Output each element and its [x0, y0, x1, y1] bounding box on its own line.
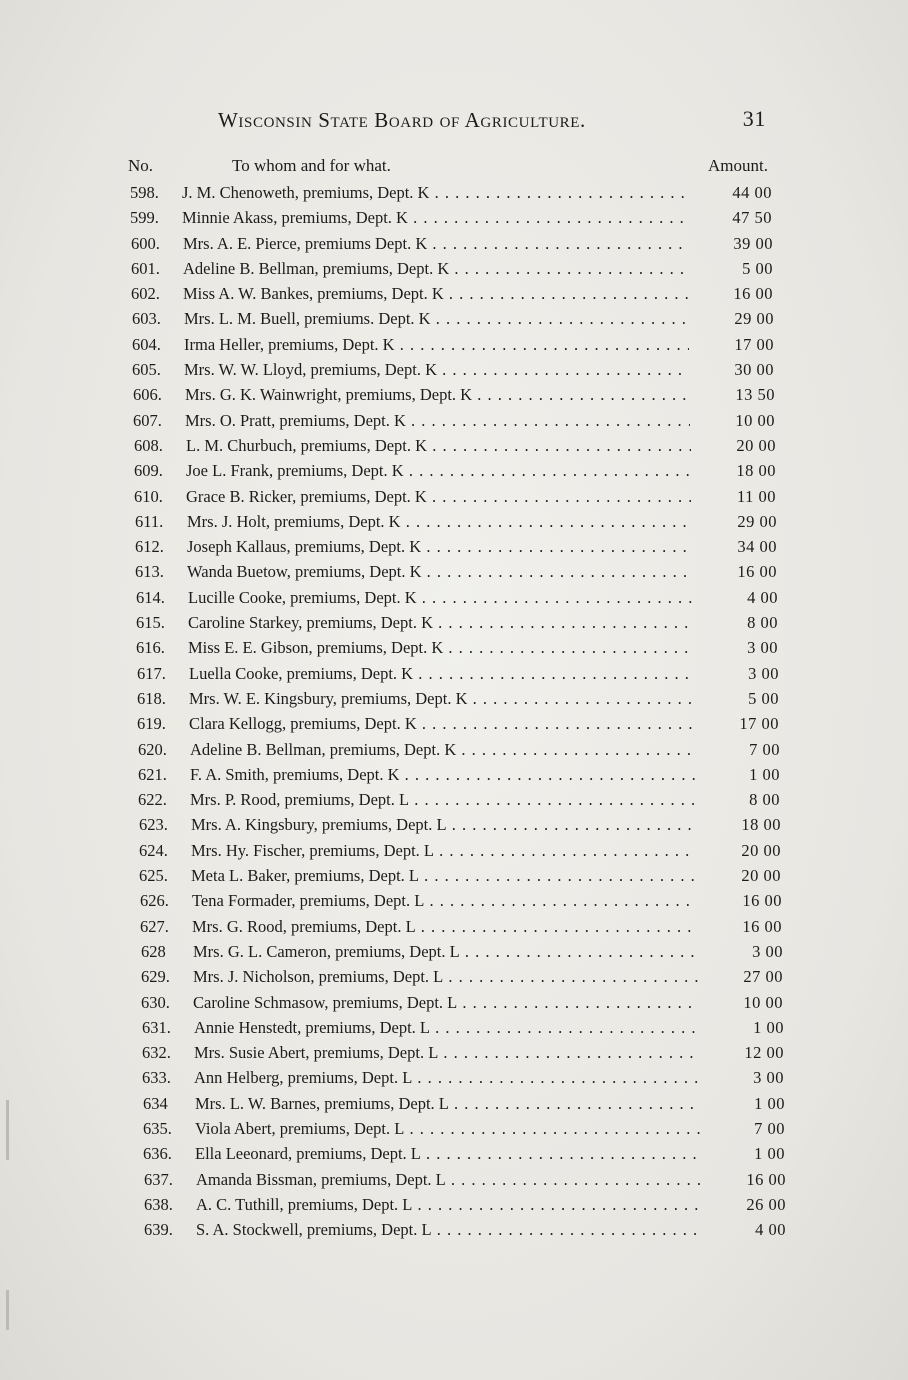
- entry-number: 625.: [139, 866, 168, 886]
- entry-amount: 3 00: [748, 663, 779, 683]
- entry-number: 636.: [143, 1144, 172, 1164]
- ledger-row: [4, 484, 908, 509]
- entry-number: 609.: [134, 461, 163, 481]
- entry-number: 602.: [131, 284, 160, 304]
- entry-amount: 5 00: [748, 688, 779, 708]
- entry-number: 638.: [144, 1194, 173, 1214]
- ledger-row: [14, 1192, 908, 1217]
- entry-number: 603.: [132, 309, 161, 329]
- ledger-row: [2, 357, 908, 382]
- ledger-row: [3, 382, 908, 407]
- entry-number: 634: [143, 1093, 168, 1113]
- entry-number: 604.: [132, 334, 161, 354]
- ledger-row: [13, 1091, 908, 1116]
- ledger-row: [12, 1015, 908, 1040]
- ledger-row: [8, 737, 908, 762]
- entry-amount: 5 00: [742, 258, 773, 278]
- entry-description: Meta L. Baker, premiums, Dept. L . . .: [191, 863, 696, 888]
- ledger-row: [14, 1217, 908, 1242]
- ledger-row: [6, 585, 908, 610]
- entry-description: Luella Cooke, premiums, Dept. K . . .: [189, 661, 694, 686]
- entry-number: 614.: [136, 587, 165, 607]
- entry-description: Mrs. L. M. Buell, premiums. Dept. K . . .: [184, 306, 689, 331]
- entry-number: 616.: [136, 638, 165, 658]
- entry-amount: 34 00: [737, 537, 777, 557]
- entry-description: Mrs. A. E. Pierce, premiums Dept. K . . .: [183, 231, 688, 256]
- entry-description: Mrs. L. W. Barnes, premiums, Dept. L . . .: [195, 1091, 700, 1116]
- ledger-row: [8, 787, 908, 812]
- entry-number: 611.: [135, 511, 164, 531]
- ledger-row: [1, 281, 908, 306]
- entry-description: Joe L. Frank, premiums, Dept. K . . .: [186, 458, 691, 483]
- ledger-row: [0, 205, 908, 230]
- ledger-row: [5, 534, 908, 559]
- entry-description: Grace B. Ricker, premiums, Dept. K . . .: [186, 484, 691, 509]
- entry-number: 631.: [142, 1017, 171, 1037]
- ledger-row: [11, 964, 908, 989]
- entry-amount: 29 00: [734, 309, 774, 329]
- ledger-row: [1, 231, 908, 256]
- entry-amount: 16 00: [733, 284, 773, 304]
- ledger-row: [12, 1065, 908, 1090]
- entry-number: 606.: [133, 385, 162, 405]
- entry-description: Caroline Schmasow, premiums, Dept. L . . .: [193, 990, 698, 1015]
- entry-number: 627.: [140, 916, 169, 936]
- ledger-row: [14, 1167, 908, 1192]
- entry-amount: 1 00: [754, 1093, 785, 1113]
- entry-number: 615.: [136, 613, 165, 633]
- entry-number: 624.: [139, 840, 168, 860]
- column-header-amount: Amount.: [708, 156, 768, 175]
- entry-number: 621.: [138, 764, 167, 784]
- entry-amount: 10 00: [743, 992, 783, 1012]
- entry-number: 635.: [143, 1118, 172, 1138]
- entry-amount: 18 00: [741, 815, 781, 835]
- entry-number: 626.: [140, 891, 169, 911]
- entry-amount: 17 00: [734, 334, 774, 354]
- entry-amount: 3 00: [752, 941, 783, 961]
- entry-amount: 18 00: [736, 461, 776, 481]
- entry-description: Mrs. Susie Abert, premiums, Dept. L . . .: [194, 1040, 699, 1065]
- entry-amount: 29 00: [737, 511, 777, 531]
- entry-description: J. M. Chenoweth, premiums, Dept. K . . .: [182, 180, 687, 205]
- entry-description: Joseph Kallaus, premiums, Dept. K . . .: [187, 534, 692, 559]
- entry-number: 623.: [139, 815, 168, 835]
- entry-description: Mrs. O. Pratt, premiums, Dept. K . . .: [185, 408, 690, 433]
- entry-number: 612.: [135, 537, 164, 557]
- running-header: [218, 108, 766, 133]
- entry-number: 639.: [144, 1220, 173, 1240]
- entry-description: L. M. Churbuch, premiums, Dept. K . . .: [186, 433, 691, 458]
- entry-description: S. A. Stockwell, premiums, Dept. L . . .: [196, 1217, 701, 1242]
- ledger-row: [10, 888, 908, 913]
- entry-description: Adeline B. Bellman, premiums, Dept. K . . .: [183, 256, 688, 281]
- entry-amount: 20 00: [741, 866, 781, 886]
- entry-description: Wanda Buetow, premiums, Dept. K . . .: [187, 559, 692, 584]
- entry-amount: 1 00: [749, 764, 780, 784]
- entry-number: 600.: [131, 233, 160, 253]
- entry-amount: 7 00: [754, 1118, 785, 1138]
- entry-description: Mrs. W. E. Kingsbury, premiums, Dept. K . . .: [189, 686, 694, 711]
- scan-edge-mark: [6, 1290, 9, 1330]
- entry-description: Adeline B. Bellman, premiums, Dept. K . . .: [190, 737, 695, 762]
- ledger-row: [10, 914, 908, 939]
- entry-amount: 16 00: [742, 916, 782, 936]
- entry-amount: 7 00: [749, 739, 780, 759]
- ledger-row: [12, 1040, 908, 1065]
- entry-description: Viola Abert, premiums, Dept. L . . .: [195, 1116, 700, 1141]
- ledger-row: [5, 559, 908, 584]
- entry-description: Mrs. J. Holt, premiums, Dept. K . . .: [187, 509, 692, 534]
- ledger-row: [7, 661, 908, 686]
- entry-number: 622.: [138, 790, 167, 810]
- entry-number: 610.: [134, 486, 163, 506]
- ledger-row: [6, 635, 908, 660]
- entry-amount: 16 00: [742, 891, 782, 911]
- entry-description: Lucille Cooke, premiums, Dept. K . . .: [188, 585, 693, 610]
- column-header-no: No.: [128, 156, 154, 175]
- ledger-row: [0, 180, 908, 205]
- entry-description: A. C. Tuthill, premiums, Dept. L . . .: [196, 1192, 701, 1217]
- ledger-row: [1, 256, 908, 281]
- entry-description: Clara Kellogg, premiums, Dept. K . . .: [189, 711, 694, 736]
- column-header-description: To whom and for what.: [232, 156, 391, 175]
- entry-number: 618.: [137, 688, 166, 708]
- column-headers: [128, 156, 768, 180]
- entry-number: 605.: [132, 360, 161, 380]
- entry-description: Annie Henstedt, premiums, Dept. L . . .: [194, 1015, 699, 1040]
- entry-amount: 26 00: [746, 1194, 786, 1214]
- ledger-row: [2, 306, 908, 331]
- entry-amount: 12 00: [744, 1043, 784, 1063]
- ledger-rows: [0, 180, 908, 1242]
- ledger-row: [5, 509, 908, 534]
- entry-number: 630.: [141, 992, 170, 1012]
- entry-description: Mrs. Hy. Fischer, premiums, Dept. L . . .: [191, 838, 696, 863]
- entry-description: Mrs. G. L. Cameron, premiums, Dept. L . . .: [193, 939, 698, 964]
- ledger-row: [9, 863, 908, 888]
- entry-number: 599.: [130, 208, 159, 228]
- entry-description: Ann Helberg, premiums, Dept. L . . .: [194, 1065, 699, 1090]
- entry-number: 637.: [144, 1169, 173, 1189]
- entry-amount: 27 00: [743, 967, 783, 987]
- entry-description: Ella Leeonard, premiums, Dept. L . . .: [195, 1141, 700, 1166]
- entry-amount: 39 00: [733, 233, 773, 253]
- entry-amount: 3 00: [753, 1068, 784, 1088]
- entry-amount: 16 00: [746, 1169, 786, 1189]
- ledger-row: [8, 762, 908, 787]
- entry-amount: 4 00: [747, 587, 778, 607]
- entry-description: Minnie Akass, premiums, Dept. K . . .: [182, 205, 687, 230]
- entry-description: Mrs. W. W. Lloyd, premiums, Dept. K . . .: [184, 357, 689, 382]
- ledger-row: [6, 610, 908, 635]
- entry-amount: 44 00: [732, 183, 772, 202]
- entry-description: F. A. Smith, premiums, Dept. K . . .: [190, 762, 695, 787]
- entry-description: Mrs. G. Rood, premiums, Dept. L . . .: [192, 914, 697, 939]
- entry-number: 607.: [133, 410, 162, 430]
- entry-number: 613.: [135, 562, 164, 582]
- ledger-row: [11, 990, 908, 1015]
- entry-amount: 3 00: [747, 638, 778, 658]
- entry-number: 598.: [130, 183, 159, 202]
- ledger-row: [9, 812, 908, 837]
- header-title: Wisconsin State Board of Agriculture.: [218, 108, 586, 132]
- entry-description: Amanda Bissman, premiums, Dept. L . . .: [196, 1167, 701, 1192]
- entry-amount: 17 00: [739, 714, 779, 734]
- entry-amount: 8 00: [747, 613, 778, 633]
- entry-number: 629.: [141, 967, 170, 987]
- entry-description: Mrs. A. Kingsbury, premiums, Dept. L . . .: [191, 812, 696, 837]
- entry-number: 608.: [134, 435, 163, 455]
- ledger-row: [13, 1116, 908, 1141]
- entry-amount: 30 00: [734, 360, 774, 380]
- entry-amount: 1 00: [753, 1017, 784, 1037]
- entry-amount: 20 00: [741, 840, 781, 860]
- ledger-row: [2, 332, 908, 357]
- entry-number: 628: [141, 941, 166, 961]
- entry-number: 619.: [137, 714, 166, 734]
- entry-amount: 4 00: [755, 1220, 786, 1240]
- ledger-row: [9, 838, 908, 863]
- entry-amount: 1 00: [754, 1144, 785, 1164]
- entry-description: Irma Heller, premiums, Dept. K . . .: [184, 332, 689, 357]
- entry-description: Miss E. E. Gibson, premiums, Dept. K . . .: [188, 635, 693, 660]
- entry-description: Mrs. G. K. Wainwright, premiums, Dept. K . . .: [185, 382, 690, 407]
- entry-description: Mrs. P. Rood, premiums, Dept. L . . .: [190, 787, 695, 812]
- ledger-row: [7, 686, 908, 711]
- entry-amount: 11 00: [736, 486, 776, 506]
- entry-amount: 8 00: [749, 790, 780, 810]
- entry-number: 617.: [137, 663, 166, 683]
- entry-amount: 10 00: [735, 410, 775, 430]
- entry-number: 633.: [142, 1068, 171, 1088]
- entry-amount: 47 50: [732, 208, 772, 228]
- entry-description: Mrs. J. Nicholson, premiums, Dept. L . . .: [193, 964, 698, 989]
- entry-amount: 13 50: [735, 385, 775, 405]
- entry-number: 620.: [138, 739, 167, 759]
- entry-number: 601.: [131, 258, 160, 278]
- ledger-row: [3, 408, 908, 433]
- entry-amount: 20 00: [736, 435, 776, 455]
- entry-amount: 16 00: [737, 562, 777, 582]
- entry-number: 632.: [142, 1043, 171, 1063]
- ledger-row: [4, 458, 908, 483]
- ledger-row: [7, 711, 908, 736]
- ledger-row: [4, 433, 908, 458]
- entry-description: Miss A. W. Bankes, premiums, Dept. K . . .: [183, 281, 688, 306]
- ledger-row: [11, 939, 908, 964]
- entry-description: Caroline Starkey, premiums, Dept. K . . .: [188, 610, 693, 635]
- page-number: 31: [742, 106, 766, 131]
- entry-description: Tena Formader, premiums, Dept. L . . .: [192, 888, 697, 913]
- ledger-row: [13, 1141, 908, 1166]
